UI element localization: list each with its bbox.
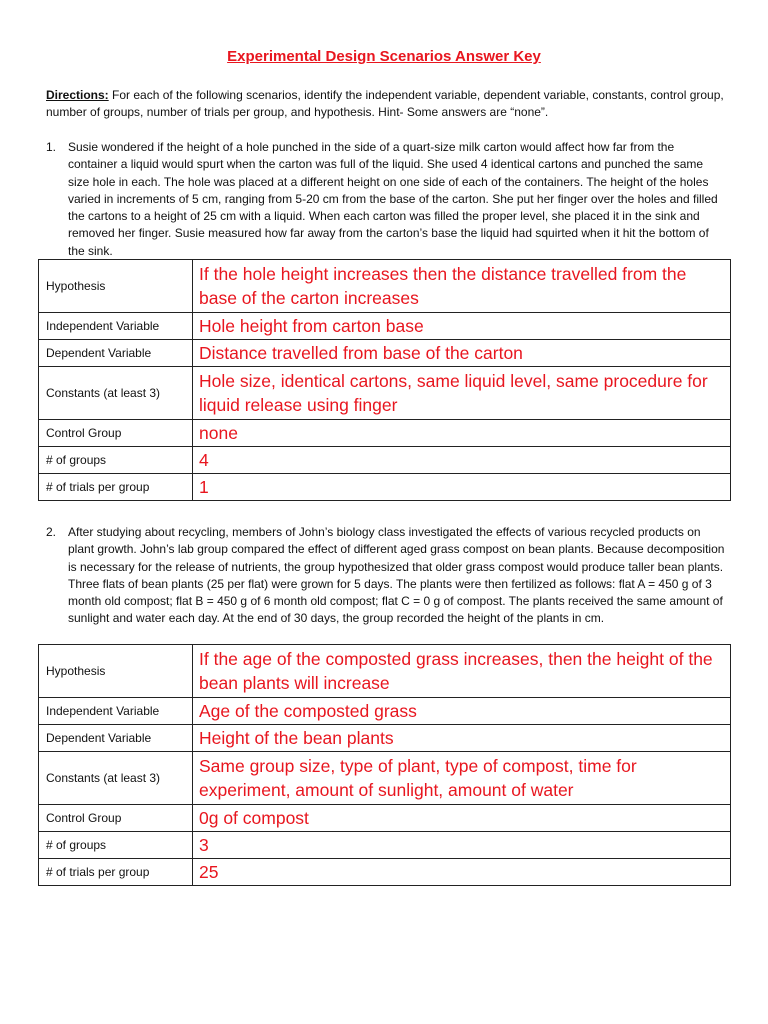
row-label: # of groups — [39, 832, 193, 859]
scenario-text: Susie wondered if the height of a hole punched in the side of a quart-size milk carton would affect how far from the container a liquid would spurt when the carton was full of the liquid. She used 4 identical cartons and punched the same size hole in each. The hole was placed at a different height on one side of each of the containers. The height of the holes varied in increments of 5 cm, ranging from 5-20 cm from the base of the carton. She put her finger over the holes and filled the cartons to a height of 25 cm with a liquid. When each carton was filled the proper level, she placed it in the sink and removed her finger. Susie measured how far away from the carton’s base the liquid had squirted when it hit the bottom of the sink. — [68, 140, 718, 258]
row-label: Control Group — [39, 420, 193, 447]
table-row — [39, 698, 731, 725]
row-label: Hypothesis — [39, 260, 193, 313]
row-answer: If the hole height increases then the distance travelled from the base of the carton increases — [193, 260, 731, 313]
table-row — [39, 313, 731, 340]
table-row — [39, 367, 731, 420]
row-answer: If the age of the composted grass increases, then the height of the bean plants will increase — [193, 645, 731, 698]
answer-table-1 — [38, 259, 731, 501]
answer-table-2 — [38, 644, 731, 886]
row-answer: 25 — [193, 859, 731, 886]
row-label: Independent Variable — [39, 698, 193, 725]
row-answer: 3 — [193, 832, 731, 859]
scenario-number: 1. — [46, 140, 57, 154]
scenario-2 — [46, 524, 726, 628]
scenario-1 — [46, 139, 726, 260]
scenario-text: After studying about recycling, members of John’s biology class investigated the effects of various recycled products on plant growth. John’s lab group compared the effect of different aged grass compost on bean plants. Because decomposition is necessary for the release of nutrients, the group hypothesized that older grass compost would produce taller bean plants. Three flats of bean plants (25 per flat) were grown for 5 days. The plants were then fertilized as follows: flat A = 450 g of 3 month old compost; flat B = 450 g of 6 month old compost; flat C = 0 g of compost. The plants received the same amount of sunlight and water each day. At the end of 30 days, the group recorded the height of the plants in cm. — [68, 525, 725, 626]
table-row — [39, 447, 731, 474]
directions-label: Directions: — [46, 88, 109, 102]
table-row — [39, 725, 731, 752]
row-answer: 0g of compost — [193, 805, 731, 832]
table-row — [39, 474, 731, 501]
page-title: Experimental Design Scenarios Answer Key — [227, 48, 541, 65]
row-label: Constants (at least 3) — [39, 367, 193, 420]
row-label: Independent Variable — [39, 313, 193, 340]
directions-paragraph — [46, 87, 726, 121]
row-answer: Hole height from carton base — [193, 313, 731, 340]
table-row — [39, 260, 731, 313]
row-answer: none — [193, 420, 731, 447]
table-row — [39, 832, 731, 859]
table-row — [39, 805, 731, 832]
table-row — [39, 420, 731, 447]
row-answer: Hole size, identical cartons, same liquid level, same procedure for liquid release using finger — [193, 367, 731, 420]
table-row — [39, 645, 731, 698]
row-answer: 1 — [193, 474, 731, 501]
table-row — [39, 752, 731, 805]
scenario-number: 2. — [46, 525, 57, 539]
row-answer: Height of the bean plants — [193, 725, 731, 752]
row-label: Dependent Variable — [39, 725, 193, 752]
row-label: # of trials per group — [39, 474, 193, 501]
row-label: Constants (at least 3) — [39, 752, 193, 805]
row-answer: Distance travelled from base of the carton — [193, 340, 731, 367]
row-answer: Age of the composted grass — [193, 698, 731, 725]
row-label: # of groups — [39, 447, 193, 474]
row-label: Control Group — [39, 805, 193, 832]
table-row — [39, 859, 731, 886]
row-label: # of trials per group — [39, 859, 193, 886]
directions-text: For each of the following scenarios, identify the independent variable, dependent variable, constants, control group, number of groups, number of trials per group, and hypothesis. Hint- Some answers are “none”. — [46, 88, 724, 119]
row-label: Hypothesis — [39, 645, 193, 698]
row-label: Dependent Variable — [39, 340, 193, 367]
row-answer: 4 — [193, 447, 731, 474]
row-answer: Same group size, type of plant, type of compost, time for experiment, amount of sunlight, amount of water — [193, 752, 731, 805]
table-row — [39, 340, 731, 367]
